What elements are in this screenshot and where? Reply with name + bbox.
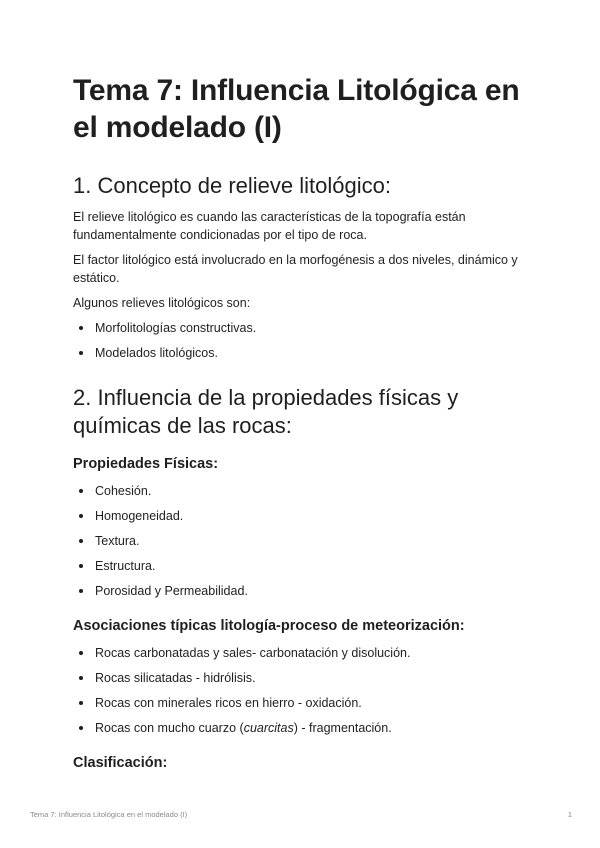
section-1-paragraph-1: El relieve litológico es cuando las características de la topografía están fundamentalmente condicionadas por el tipo de roca.: [73, 210, 466, 242]
page-footer: [30, 810, 572, 819]
list-item-italic-term: cuarcitas: [243, 721, 294, 735]
list-item: Morfolitologías constructivas.: [73, 319, 538, 337]
list-item: Rocas carbonatadas y sales- carbonatación y disolución.: [73, 644, 538, 662]
section-2-heading: 2. Influencia de la propiedades físicas y químicas de las rocas:: [73, 385, 459, 438]
list-item-text-before: Rocas con mucho cuarzo (: [95, 721, 244, 735]
section-1-paragraph-2: El factor litológico está involucrado en la morfogénesis a dos niveles, dinámico y estático.: [73, 253, 518, 285]
classification-heading: Clasificación:: [73, 755, 168, 771]
relieves-list: [73, 319, 538, 362]
page-title: Tema 7: Influencia Litológica en el modelado (I): [73, 74, 520, 144]
list-item: Porosidad y Permeabilidad.: [73, 582, 538, 600]
physical-properties-list: [73, 482, 538, 600]
list-item: Modelados litológicos.: [73, 344, 538, 362]
physical-properties-heading: Propiedades Físicas:: [73, 456, 219, 472]
list-item: [73, 719, 538, 737]
footer-title: Tema 7: Influencia Litológica en el modelado (I): [30, 810, 188, 819]
list-item: Cohesión.: [73, 482, 538, 500]
page-number: 1: [567, 810, 572, 819]
list-item-text-after: ) - fragmentación.: [293, 721, 392, 735]
list-item: Homogeneidad.: [73, 507, 538, 525]
list-item: Textura.: [73, 532, 538, 550]
section-1-paragraph-3: Algunos relieves litológicos son:: [73, 296, 251, 310]
list-item: Rocas con minerales ricos en hierro - oxidación.: [73, 694, 538, 712]
associations-list: [73, 644, 538, 737]
associations-heading: Asociaciones típicas litología-proceso de meteorización:: [73, 618, 465, 634]
section-1-heading: 1. Concepto de relieve litológico:: [73, 173, 391, 198]
list-item: Rocas silicatadas - hidrólisis.: [73, 669, 538, 687]
document-page: [73, 72, 538, 781]
list-item: Estructura.: [73, 557, 538, 575]
